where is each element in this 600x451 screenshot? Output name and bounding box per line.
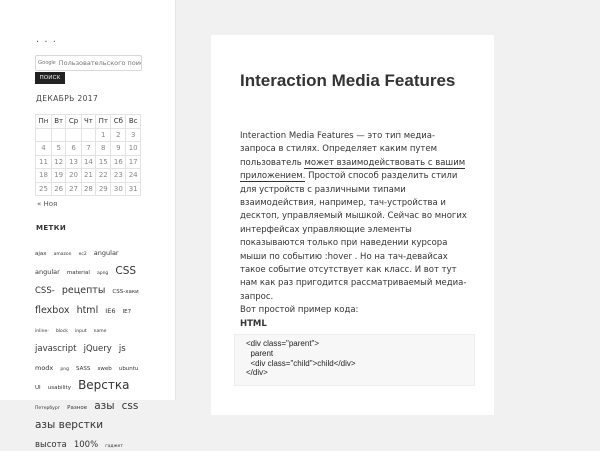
tag-link[interactable]: amazon <box>53 252 72 257</box>
calendar-day: 23 <box>111 169 126 183</box>
calendar-day: 2 <box>111 128 126 142</box>
weekday-header: Сб <box>111 115 126 129</box>
tag-link[interactable]: ubuntu <box>118 366 139 373</box>
tag-link[interactable]: sweb <box>97 366 112 373</box>
calendar-day: 17 <box>126 155 141 169</box>
article-title[interactable]: Interaction Media Features <box>240 71 456 90</box>
tag-link[interactable]: name <box>93 328 107 334</box>
calendar-day: 12 <box>51 155 66 169</box>
calendar-day: 3 <box>126 128 141 142</box>
tag-link[interactable]: рецепты <box>61 285 106 297</box>
tag-link[interactable]: png <box>60 367 69 373</box>
calendar-day <box>81 128 96 142</box>
calendar-week <box>36 128 141 142</box>
para-text-rest: Простой способ разделить стили для устройств с различными типами взаимодействия, например, тач-устройства и десктоп, управляемый мышкой. Сейчас во многих интерфейсах управляющие элементы показываются только при наведении курсора мыши по событию :hover . Но на тач-девайсах такое событие отсутствует как класс. И вот тут нам как раз пригодится рассматриваемый медиа-запрос. <box>240 171 467 302</box>
search-input[interactable] <box>59 59 141 67</box>
tag-link[interactable]: block <box>55 328 68 334</box>
tag-link[interactable]: javascript <box>35 343 77 354</box>
calendar-day: 20 <box>66 169 81 183</box>
tag-link[interactable]: Верстка <box>78 378 130 393</box>
weekday-header: Вс <box>126 115 141 129</box>
tag-link[interactable]: азы <box>94 399 115 412</box>
calendar-day: 28 <box>81 182 96 196</box>
code-label: HTML <box>240 318 267 329</box>
tag-link[interactable]: SASS <box>76 366 91 373</box>
calendar-day: 16 <box>111 155 126 169</box>
tag-link[interactable]: IE6 <box>105 306 116 315</box>
site-tagline: . . . <box>36 34 57 45</box>
tag-link[interactable]: angular <box>35 268 60 277</box>
search-box[interactable] <box>35 55 142 71</box>
tag-link[interactable]: flexbox <box>35 304 70 316</box>
calendar-day <box>51 128 66 142</box>
calendar-day: 30 <box>111 182 126 196</box>
calendar-day <box>66 128 81 142</box>
calendar <box>35 114 141 196</box>
tags-title: МЕТКИ <box>36 224 67 232</box>
weekday-header: Пн <box>36 115 52 129</box>
tag-link[interactable]: Разное <box>67 404 88 411</box>
tag-link[interactable]: material <box>66 270 90 277</box>
calendar-day <box>36 128 52 142</box>
weekday-header: Ср <box>66 115 81 129</box>
calendar-week <box>36 182 141 196</box>
calendar-day: 4 <box>36 142 52 156</box>
calendar-day: 26 <box>51 182 66 196</box>
tag-link[interactable]: inline- <box>35 328 49 334</box>
calendar-day: 22 <box>96 169 111 183</box>
tag-link[interactable]: 100% <box>73 439 99 450</box>
calendar-day: 11 <box>36 155 52 169</box>
calendar-week <box>36 155 141 169</box>
tag-cloud <box>35 240 143 451</box>
calendar-day: 14 <box>81 155 96 169</box>
calendar-day: 6 <box>66 142 81 156</box>
tag-link[interactable]: азы верстки <box>35 418 104 431</box>
tag-link[interactable]: js <box>118 343 126 354</box>
google-logo: Google <box>38 60 56 66</box>
calendar-day: 18 <box>36 169 52 183</box>
calendar-day: 27 <box>66 182 81 196</box>
sidebar <box>0 0 176 450</box>
weekday-header: Вт <box>51 115 66 129</box>
tag-link[interactable]: usability <box>47 385 71 392</box>
calendar-day: 1 <box>96 128 111 142</box>
tag-link[interactable]: ajax <box>35 251 47 257</box>
tag-link[interactable]: CSS- <box>35 286 55 297</box>
search-button[interactable]: ПОИСК <box>35 72 65 84</box>
code-block: <div class="parent"> parent <div class="child">child</div> </div> <box>234 334 475 386</box>
calendar-day: 29 <box>96 182 111 196</box>
tag-link[interactable]: html <box>76 304 99 316</box>
calendar-day: 31 <box>126 182 141 196</box>
calendar-day: 13 <box>66 155 81 169</box>
example-line: Вот простой пример кода: <box>240 305 359 316</box>
tag-link[interactable]: CSS <box>115 265 137 278</box>
calendar-day: 21 <box>81 169 96 183</box>
calendar-week <box>36 142 141 156</box>
calendar-week <box>36 169 141 183</box>
tag-link[interactable]: input <box>75 328 87 334</box>
calendar-day: 19 <box>51 169 66 183</box>
calendar-prev-link[interactable]: « Ноя <box>37 200 58 208</box>
tag-link[interactable]: CSS-хаки <box>112 289 139 296</box>
weekday-header: Чт <box>81 115 96 129</box>
tag-link[interactable]: UI <box>35 385 41 392</box>
weekday-header: Пт <box>96 115 111 129</box>
tag-link[interactable]: jQuery <box>83 343 112 354</box>
calendar-day: 5 <box>51 142 66 156</box>
calendar-day: 7 <box>81 142 96 156</box>
article <box>211 35 494 415</box>
tag-link[interactable]: css <box>121 399 139 412</box>
tag-link[interactable]: IE7 <box>122 308 132 315</box>
calendar-day: 10 <box>126 142 141 156</box>
article-body <box>240 130 470 331</box>
calendar-title: ДЕКАБРЬ 2017 <box>36 94 99 103</box>
tag-link[interactable]: angular <box>93 249 119 257</box>
tag-link[interactable]: гаджет <box>105 443 123 449</box>
tag-link[interactable]: modx <box>35 364 54 373</box>
para-text: Interaction Media Features — это тип медиа-запроса в стилях. Определяет каким путем пользователь <box>240 131 438 168</box>
calendar-day: 24 <box>126 169 141 183</box>
tag-link[interactable]: Петербург <box>35 405 61 411</box>
calendar-day: 9 <box>111 142 126 156</box>
para-link[interactable]: может взаимодействовать с вашим приложением. <box>240 157 466 182</box>
calendar-day: 15 <box>96 155 111 169</box>
calendar-day: 25 <box>36 182 52 196</box>
tag-link[interactable]: ec2 <box>78 252 87 257</box>
tag-link[interactable]: apng <box>96 271 109 277</box>
tag-link[interactable]: высота <box>35 439 67 450</box>
calendar-day: 8 <box>96 142 111 156</box>
